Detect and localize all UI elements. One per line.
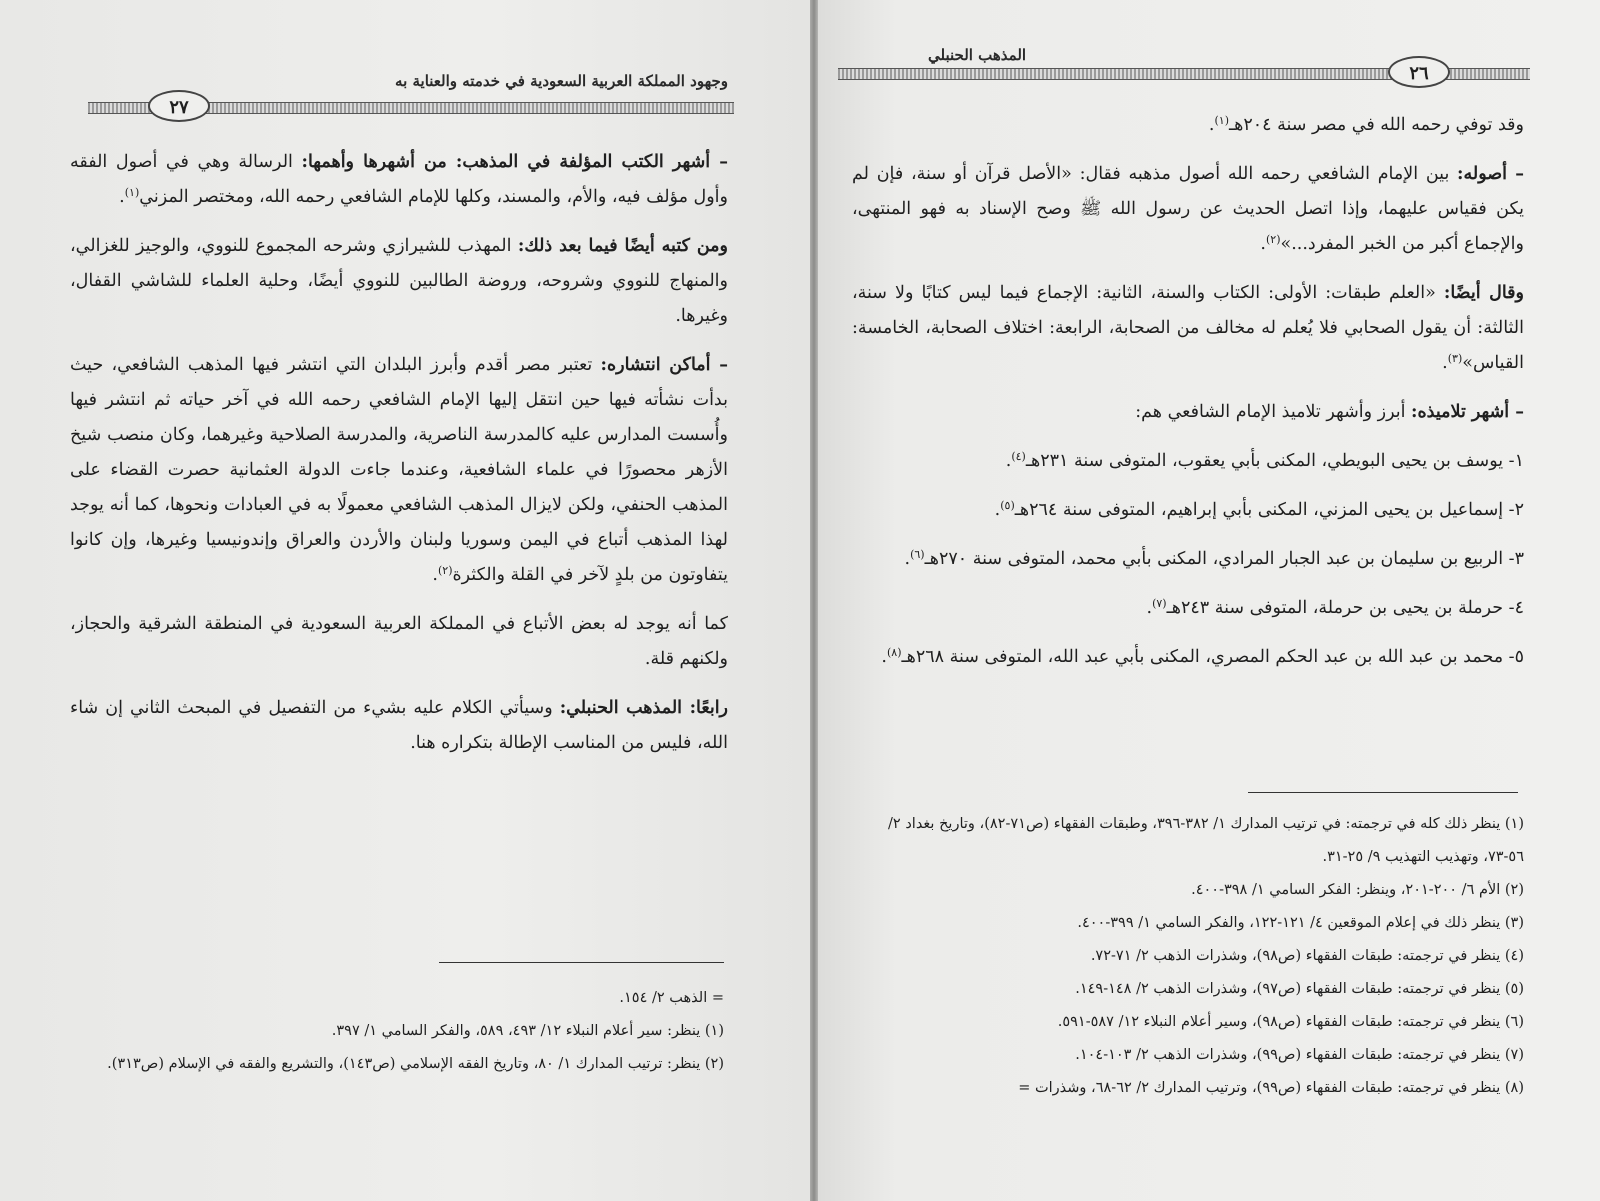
right-running-title: المذهب الحنبلي xyxy=(928,46,1027,64)
paragraph: – أشهر الكتب المؤلفة في المذهب: من أشهرها وأهمها: الرسالة وهي في أصول الفقه وأول مؤلف فيه، والأم، والمسند، وكلها للإمام الشافعي رحمه الله، ومختصر المزني$^{(١)}$. xyxy=(70,152,728,207)
paragraph: وقد توفي رحمه الله في مصر سنة ٢٠٤هـ$^{(١)}$. xyxy=(1208,114,1524,135)
right-body-text xyxy=(852,108,1524,689)
left-body-text xyxy=(70,145,728,775)
footnote: (٧) ينظر في ترجمته: طبقات الفقهاء (ص٩٩)، وشذرات الذهب ٢/ ١٠٣-١٠٤. xyxy=(1075,1047,1524,1063)
list-item: ٣- الربيع بن سليمان بن عبد الجبار المرادي، المكنى بأبي محمد، المتوفى سنة ٢٧٠هـ$^{(٦)}$. xyxy=(904,548,1524,569)
list-item: ١- يوسف بن يحيى البويطي، المكنى بأبي يعقوب، المتوفى سنة ٢٣١هـ$^{(٤)}$. xyxy=(1005,450,1524,471)
left-header-ornament xyxy=(88,96,734,118)
right-page xyxy=(818,0,1600,1201)
footnote-divider xyxy=(439,962,724,963)
paragraph: وقال أيضًا: «العلم طبقات: الأولى: الكتاب والسنة، الثانية: الإجماع فيما ليس كتابًا ولا سنة، الثالثة: أن يقول الصحابي فلا يُعلم له مخالف من الصحابة، الرابعة: اختلاف الصحابة، الخامسة: القياس»$^{(٣)}$. xyxy=(852,283,1524,373)
footnote: (٨) ينظر في ترجمته: طبقات الفقهاء (ص٩٩)، وترتيب المدارك ٢/ ٦٢-٦٨، وشذرات = xyxy=(1018,1080,1524,1096)
footnote: = الذهب ٢/ ١٥٤. xyxy=(619,990,724,1006)
paragraph: كما أنه يوجد له بعض الأتباع في المملكة العربية السعودية في المنطقة الشرقية والحجاز، ولكنهم قلة. xyxy=(70,614,728,669)
list-item: ٥- محمد بن عبد الله بن عبد الحكم المصري، المكنى بأبي عبد الله، المتوفى سنة ٢٦٨هـ$^{(٨)}$. xyxy=(881,646,1524,667)
right-page-number: ٢٦ xyxy=(1388,56,1450,88)
list-item: ٤- حرملة بن يحيى بن حرملة، المتوفى سنة ٢٤٣هـ$^{(٧)}$. xyxy=(1146,597,1524,618)
footnote: (٢) الأم ٦/ ٢٠٠-٢٠١، وينظر: الفكر السامي ١/ ٣٩٨-٤٠٠. xyxy=(1191,882,1524,898)
footnote: (٢) ينظر: ترتيب المدارك ١/ ٨٠، وتاريخ الفقه الإسلامي (ص١٤٣)، والتشريع والفقه في الإسلام (ص٣١٣). xyxy=(107,1056,724,1072)
left-footnotes xyxy=(60,982,724,1081)
footnote: (١) ينظر ذلك كله في ترجمته: في ترتيب المدارك ١/ ٣٨٢-٣٩٦، وطبقات الفقهاء (ص٧١-٨٢)، وتاريخ بغداد ٢/ ٥٦-٧٣، وتهذيب التهذيب ٩/ ٢٥-٣١. xyxy=(888,816,1524,865)
footnote-divider xyxy=(1248,792,1518,793)
left-page-number: ٢٧ xyxy=(148,90,210,122)
footnote: (٥) ينظر في ترجمته: طبقات الفقهاء (ص٩٧)، وشذرات الذهب ٢/ ١٤٨-١٤٩. xyxy=(1075,981,1524,997)
right-header-ornament xyxy=(838,62,1530,84)
right-footnotes xyxy=(848,808,1524,1105)
paragraph: – أصوله: بين الإمام الشافعي رحمه الله أصول مذهبه فقال: «الأصل قرآن أو سنة، فإن لم يكن فقياس عليهما، وإذا اتصل الحديث عن رسول الله ﷺ وصح الإسناد به فهو المنتهى، والإجماع أكبر من الخبر المفرد...»$^{(٢)}$. xyxy=(852,164,1524,254)
footnote: (٦) ينظر في ترجمته: طبقات الفقهاء (ص٩٨)، وسير أعلام النبلاء ١٢/ ٥٨٧-٥٩١. xyxy=(1057,1014,1524,1030)
footnote: (٤) ينظر في ترجمته: طبقات الفقهاء (ص٩٨)، وشذرات الذهب ٢/ ٧١-٧٢. xyxy=(1090,948,1524,964)
paragraph: – أشهر تلاميذه: أبرز وأشهر تلاميذ الإمام الشافعي هم: xyxy=(1135,402,1524,422)
list-item: ٢- إسماعيل بن يحيى المزني، المكنى بأبي إبراهيم، المتوفى سنة ٢٦٤هـ$^{(٥)}$. xyxy=(994,499,1524,520)
footnote: (٣) ينظر ذلك في إعلام الموقعين ٤/ ١٢١-١٢٢، والفكر السامي ١/ ٣٩٩-٤٠٠. xyxy=(1077,915,1524,931)
paragraph: رابعًا: المذهب الحنبلي: وسيأتي الكلام عليه بشيء من التفصيل في المبحث الثاني إن شاء الله، فليس من المناسب الإطالة بتكراره هنا. xyxy=(70,698,729,753)
paragraph: – أماكن انتشاره: تعتبر مصر أقدم وأبرز البلدان التي انتشر فيها المذهب الشافعي، حيث بدأت نشأته فيها حين انتقل إليها الإمام الشافعي رحمه الله في آخر حياته ثم انتشر فيها وأُسست المدارس عليه كالمدرسة الناصرية، والمدرسة الصلاحية وغيرهما، وكان منصب شيخ الأزهر محصورًا في علماء الشافعية، وعندما جاءت الدولة العثمانية حصرت القضاء على المذهب الحنفي، ولكن لايزال المذهب الشافعي معمولًا به في العبادات ونحوها، كما أنه يوجد لهذا المذهب أتباع في اليمن وسوريا ولبنان والأردن والعراق وإندونيسيا وغيرها، وإن كانوا يتفاوتون من بلدٍ لآخر في القلة والكثرة$^{(٢)}$. xyxy=(70,355,729,585)
left-running-title: وجهود المملكة العربية السعودية في خدمته والعناية به xyxy=(395,72,728,90)
footnote: (١) ينظر: سير أعلام النبلاء ١٢/ ٤٩٣، ٥٨٩، والفكر السامي ١/ ٣٩٧. xyxy=(331,1023,724,1039)
paragraph: ومن كتبه أيضًا فيما بعد ذلك: المهذب للشيرازي وشرحه المجموع للنووي، والوجيز للغزالي، والمنهاج للنووي وشروحه، وروضة الطالبين للنووي أيضًا، وحلية العلماء للشاشي القفال، وغيرها. xyxy=(70,236,728,326)
